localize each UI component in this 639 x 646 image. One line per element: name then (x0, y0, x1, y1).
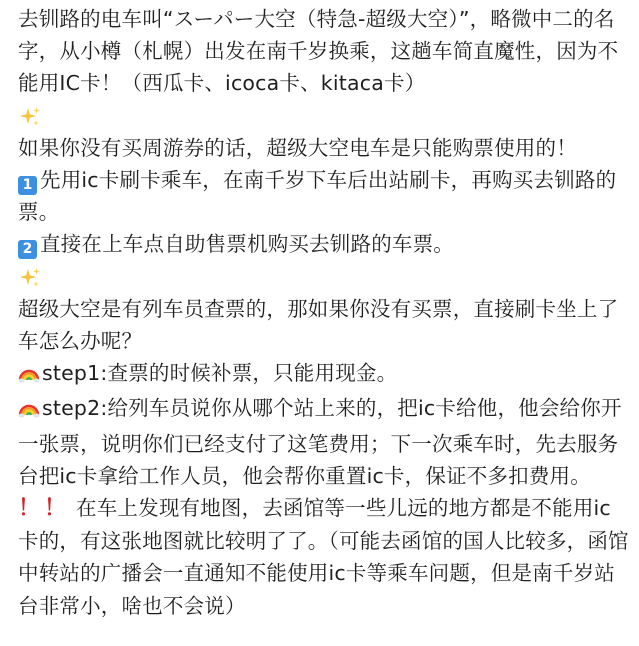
sparkles-icon (18, 100, 630, 132)
ticket-check-paragraph: 超级大空是有列车员查票的，那如果你没有买票，直接刷卡坐上了车怎么办呢？ (18, 296, 619, 353)
ticket-requirement-paragraph: 如果你没有买周游券的话，超级大空电车是只能购票使用的！ (18, 135, 577, 160)
step2-text: step2:给列车员说你从哪个站上来的，把ic卡给他，他会给你开一张票，说明你们已经支付了这笔费用；下一次乘车时，先去服务台把ic卡拿给工作人员，他会帮你重置ic卡，保证不多扣费用。 (18, 396, 622, 488)
option-1-text: 先用ic卡刷卡乘车，在南千岁下车后出站刷卡，再购买去钏路的票。 (18, 168, 617, 225)
keycap-2-icon: 2 (18, 240, 37, 259)
keycap-1-icon: 1 (18, 176, 37, 195)
red-exclamation-icon: ！！ (18, 496, 71, 522)
map-note-text: 在车上发现有地图，去函馆等一些儿远的地方都是不能用ic卡的，有这张地图就比较明了了。（可能去函馆的国人比较多，函馆中转站的广播会一直通知不能使用ic卡等乘车问题，但是南千岁站台非常小，啥也不会说） (18, 496, 629, 618)
step1-text: step1:查票的时候补票，只能用现金。 (42, 361, 398, 386)
step1-paragraph (18, 357, 630, 392)
option-1-paragraph (18, 164, 630, 228)
rainbow-icon (18, 395, 40, 427)
option-2-text: 直接在上车点自助售票机购买去钏路的车票。 (40, 232, 454, 257)
step2-paragraph (18, 392, 630, 492)
rainbow-icon (18, 360, 40, 392)
option-2-paragraph (18, 228, 630, 260)
sparkles-icon (18, 261, 630, 293)
map-note-paragraph (18, 492, 630, 622)
intro-paragraph: 去钏路的电车叫“スーパー大空（特急-超级大空）”，略微中二的名字，从小樽（札幌）出发在南千岁换乘，这趟车简直魔性，因为不能用IC卡！（西瓜卡、icoca卡、kitaca卡） (18, 7, 619, 96)
note-body (18, 3, 630, 622)
